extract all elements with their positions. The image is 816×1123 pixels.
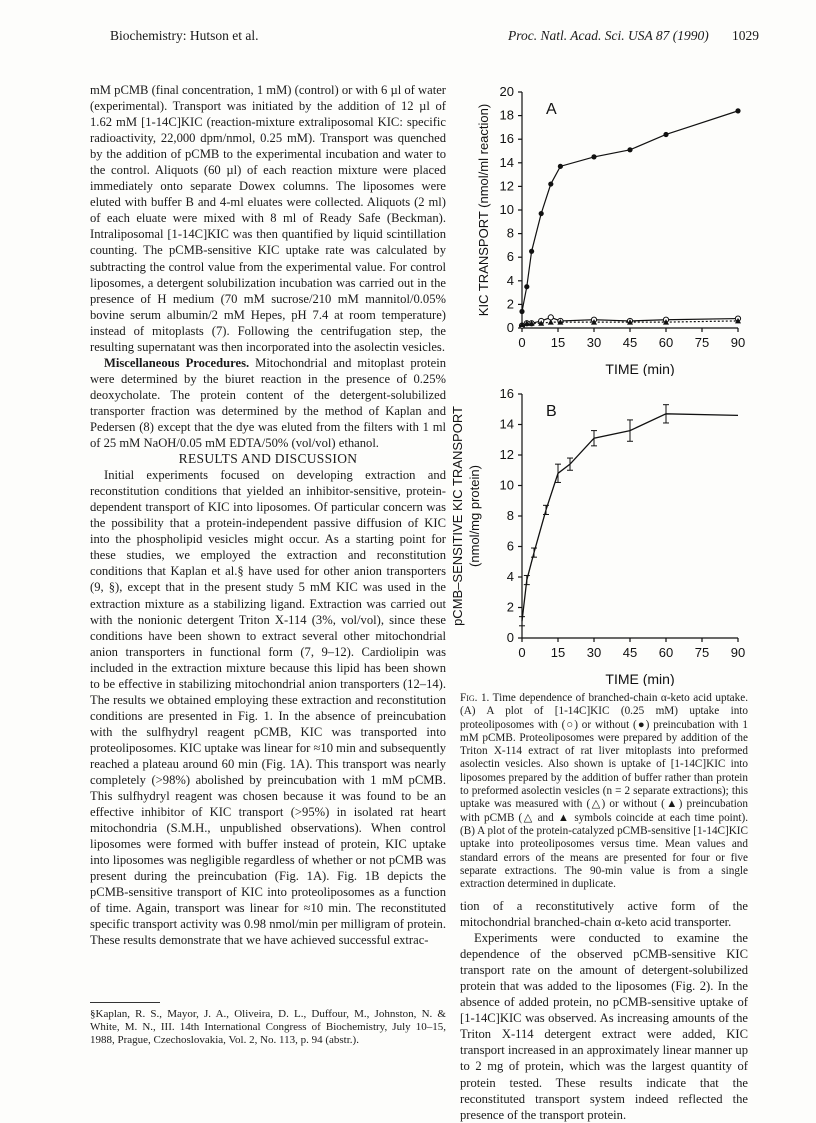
methods-paragraph: mM pCMB (final concentration, 1 mM) (control) or with 6 µl of water (experimental). Transport was initiated by the addition of 12 µl of 1.62 mM [1-14C]KIC (reaction-mixture extraliposomal KIC: specific radioactivity, 22,000 dpm/nmol, 0.25 mM). Transport was quenched by the addition of pCMB to the experimental incubation and water to the control. Aliquots (60 µl) of each reaction mixture were placed immediately onto separate Dowex columns. The liposomes were eluted with buffer B and 4-ml eluates were collected. Aliquots (2 ml) of each eluate were mixed with 8 ml of Ready Safe (Beckman). Intraliposomal [1-14C]KIC was then quantified by liquid scintillation counting. The pCMB-sensitive KIC uptake rate was calculated by subtracting the control value from the experimental value. For control liposomes, a detergent solubilization incubation was carried out in the presence of H medium (70 mM sucrose/210 mM mannitol/0.05% bovine serum albumin/2 mM Hepes, pH 7.4 at room temperature) instead of mitoplasts (7). Following the centrifugation step, the resulting supernatant was then incorporated into the asolectin vesicles. <box>90 83 446 354</box>
running-head-left: Biochemistry: Hutson et al. <box>110 28 259 43</box>
y-tick-label: 12 <box>499 447 514 462</box>
figure-1a-chart <box>472 76 748 376</box>
y-tick-label: 0 <box>506 630 514 645</box>
figure-1b-chart <box>446 376 748 686</box>
x-tick-label: 75 <box>694 645 710 660</box>
y-tick-label: 12 <box>499 178 514 194</box>
data-point <box>558 164 563 169</box>
y-tick-label: 4 <box>506 272 514 288</box>
data-point <box>539 211 544 216</box>
x-tick-label: 45 <box>622 645 638 660</box>
x-tick-label: 60 <box>658 335 674 350</box>
footnote-rule <box>90 1002 160 1003</box>
y-tick-label: 6 <box>506 538 514 554</box>
y-tick-label: 20 <box>499 84 514 99</box>
x-tick-label: 90 <box>730 335 746 350</box>
figure-caption <box>460 692 748 891</box>
data-point <box>519 309 524 314</box>
data-point <box>524 284 529 289</box>
figure-caption-text: Time dependence of branched-chain α-keto acid uptake. (A) A plot of [1-14C]KIC (0.25 mM) uptake into proteoliposomes with (○) or without (●) preincubation with 1 mM pCMB. Proteoliposomes were prepared by addition of the Triton X-114 extract of rat liver mitoplasts into preformed asolectin vesicles. Also shown is uptake of [1-14C]KIC into liposomes prepared by the addition of buffer rather than protein to preformed asolectin vesicles (n = 2 separate extractions); this uptake was measured with (△) or without (▲) preincubation with pCMB (△ and ▲ symbols coincide at each time point). (B) A plot of the protein-catalyzed pCMB-sensitive [1-14C]KIC uptake into proteoliposomes versus time. Mean values and standard errors of the means are presented for four or five separate extractions. The 90-min value is from a single extraction determined in duplicate. <box>460 692 748 891</box>
panel-label: A <box>546 101 557 118</box>
running-head-right: Proc. Natl. Acad. Sci. USA 87 (1990) <box>508 28 709 43</box>
footnote: §Kaplan, R. S., Mayor, J. A., Oliveira, D. L., Duffour, M., Johnston, N. & White, M. N., III. 14th International Congress of Biochemistry, July 10–15, 1988, Prague, Czechoslovakia, Vol. 2, No. 113, p. 94 (abstr.). <box>90 1008 446 1047</box>
series-with-pcmb-filled-line <box>522 111 738 312</box>
y-tick-label: 10 <box>499 202 514 217</box>
data-point <box>663 132 668 137</box>
data-point <box>591 154 596 159</box>
right-paragraph-1: tion of a reconstitutively active form of the mitochondrial branched-chain α-keto acid transporter. <box>460 899 748 930</box>
x-tick-label: 15 <box>550 645 566 660</box>
x-tick-label: 45 <box>622 335 638 350</box>
y-axis-label: KIC TRANSPORT (nmol/ml reaction) <box>476 103 491 317</box>
x-tick-label: 0 <box>518 335 526 350</box>
data-point <box>735 108 740 113</box>
y-tick-label: 0 <box>506 320 514 335</box>
misc-procedures-paragraph <box>90 355 446 451</box>
figure-caption-label: Fig. 1. <box>460 692 490 704</box>
page-number: 1029 <box>732 28 759 43</box>
data-point <box>529 249 534 254</box>
y-tick-label: 4 <box>506 569 514 584</box>
y-axis-label: pCMB–SENSITIVE KIC TRANSPORT <box>450 406 465 626</box>
x-axis-label: TIME (min) <box>605 361 675 376</box>
y-tick-label: 2 <box>506 599 514 615</box>
section-title: RESULTS AND DISCUSSION <box>178 451 358 467</box>
y-tick-label: 16 <box>499 131 514 147</box>
y-tick-label: 18 <box>499 107 514 123</box>
y-tick-label: 10 <box>499 477 514 493</box>
panel-label: B <box>546 403 557 420</box>
misc-procedures-text: Mitochondrial and mitoplast protein were determined by the biuret reaction in the presence of 0.25% deoxycholate. The protein content of the detergent-solubilized transporter fraction was determined by the method of Kaplan and Pedersen (8) except that the dye was eluted from the filters with 1 ml of 25 mM NaOH/0.05 mM EDTA/50% (vol/vol) ethanol. <box>90 355 446 451</box>
data-point <box>548 181 553 186</box>
x-tick-label: 90 <box>730 645 746 660</box>
x-tick-label: 0 <box>518 645 526 660</box>
y-tick-label: 16 <box>499 386 514 401</box>
y-tick-label: 14 <box>499 154 514 170</box>
y-axis-unit: (nmol/mg protein) <box>467 465 482 567</box>
x-tick-label: 75 <box>694 335 710 350</box>
y-tick-label: 2 <box>506 296 514 312</box>
x-tick-label: 15 <box>550 335 566 350</box>
x-tick-label: 60 <box>658 645 674 660</box>
y-tick-label: 6 <box>506 249 514 265</box>
x-axis-label: TIME (min) <box>605 671 675 686</box>
x-tick-label: 30 <box>586 335 602 350</box>
results-paragraph: Initial experiments focused on developing extraction and reconstitution conditions that yielded an inhibitor-sensitive, protein-dependent transport of KIC into liposomes. Of particular concern was the possibility that a protein-independent passive diffusion of KIC into the phospholipid vesicles might occur. As a starting point for these studies, we employed the extraction and reconstitution conditions that Kaplan et al.§ have used for other anion transporters (9, §), except that in the present study 5 mM KIC was used in the extraction mixture as a stabilizing ligand. Extraction was carried out with the nonionic detergent Triton X-114 (3%, vol/vol), since these conditions have been shown to extract several other mitochondrial anion transporters in functional form (7, 9–12). Cardiolipin was included in the extraction mixture because this lipid has been shown to be effective in stabilizing mitochondrial anion transporters (12–14). The results we obtained employing these extraction and reconstitution conditions are presented in Fig. 1. In the absence of preincubation with the sulfhydryl reagent pCMB, KIC was transported into proteoliposomes. KIC uptake was linear for ≈10 min and subsequently reached a plateau around 60 min (Fig. 1A). This transport was nearly completely (>98%) abolished by preincubation with 1 mM pCMB. This sulfhydryl reagent was chosen because it was found to be an effective inhibitor of KIC transport (>95%) in isolated rat heart mitochondria (S.M.H., unpublished observations). When control liposomes were formed with buffer instead of protein, KIC uptake into liposomes was negligible regardless of whether or not pCMB was present during the preincubation (Fig. 1A). Fig. 1B depicts the pCMB-sensitive transport of KIC into proteoliposomes as a function of time. Again, transport was linear for ≈10 min. The reconstituted specific transport activity was 0.98 nmol/min per milligram of protein. These results demonstrate that we have achieved successful extrac- <box>90 468 446 948</box>
y-tick-label: 8 <box>506 225 514 241</box>
x-tick-label: 30 <box>586 645 602 660</box>
series-pcmb-sensitive-line <box>522 414 738 621</box>
y-tick-label: 8 <box>506 508 514 523</box>
data-point <box>627 147 632 152</box>
data-point <box>548 319 554 325</box>
right-paragraph-2: Experiments were conducted to examine the dependence of the observed pCMB-sensitive KIC transport rate on the amount of detergent-solubilized protein that was added to the liposomes (Fig. 2). In the absence of added protein, no pCMB-sensitive uptake of [1-14C]KIC was observed. As increasing amounts of the Triton X-114 detergent extract were added, KIC transport increased in an approximately linear manner up to 2 mg of protein, which was the largest quantity of protein tested. These results indicate that the reconstituted transport system indeed reflected the presence of the transport protein. <box>460 931 748 1122</box>
y-tick-label: 14 <box>499 416 514 432</box>
misc-procedures-heading: Miscellaneous Procedures. <box>104 355 250 370</box>
right-column <box>460 898 748 1123</box>
left-column <box>90 82 446 949</box>
